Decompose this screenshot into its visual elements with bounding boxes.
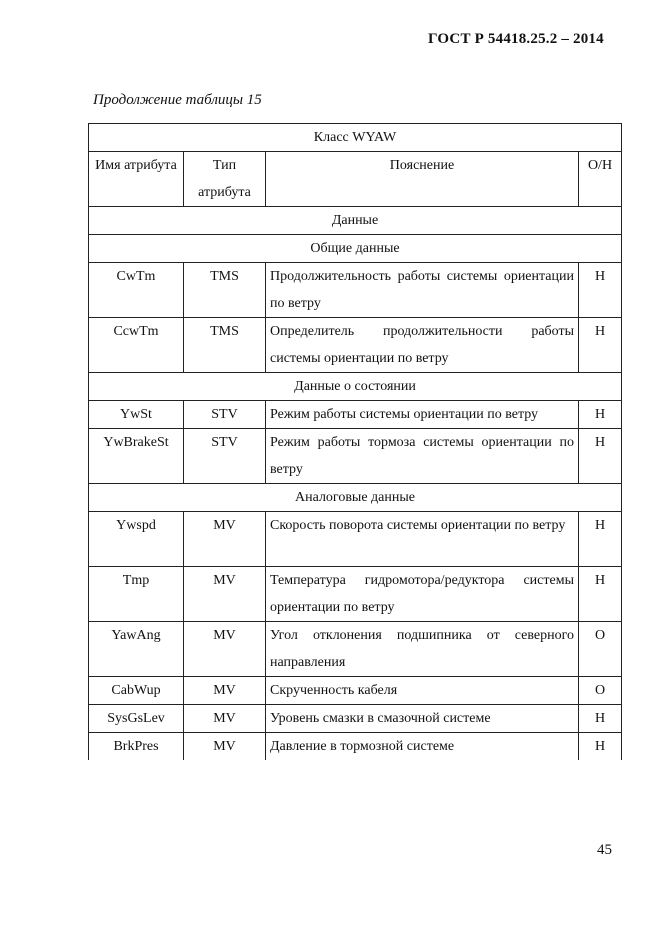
table-row — [89, 318, 622, 373]
attr-mo-cell: Н — [579, 733, 622, 761]
col-header-desc: Пояснение — [266, 152, 579, 207]
class-title: Класс WYAW — [89, 124, 622, 152]
attr-name-cell: YwBrakeSt — [89, 429, 184, 484]
attr-desc-cell: Определитель продолжительности работы системы ориентации по ветру — [266, 318, 579, 373]
attr-name-cell: CcwTm — [89, 318, 184, 373]
attr-name-cell: Ywspd — [89, 512, 184, 567]
attr-type-cell: TMS — [184, 318, 266, 373]
attr-mo-cell: Н — [579, 263, 622, 318]
table-row — [89, 429, 622, 484]
attr-name-cell: SysGsLev — [89, 705, 184, 733]
section-row — [89, 235, 622, 263]
attr-name-cell: YawAng — [89, 622, 184, 677]
page-number: 45 — [597, 842, 612, 858]
table-caption: Продолжение таблицы 15 — [93, 92, 262, 108]
section-row — [89, 484, 622, 512]
table-row — [89, 401, 622, 429]
table-row — [89, 705, 622, 733]
section-title: Данные о состоянии — [89, 373, 622, 401]
table-row — [89, 512, 622, 567]
attr-desc-cell: Угол отклонения подшипника от северного направления — [266, 622, 579, 677]
attr-type-cell: MV — [184, 622, 266, 677]
section-row — [89, 207, 622, 235]
attr-desc-cell: Уровень смазки в смазочной системе — [266, 705, 579, 733]
table-row — [89, 567, 622, 622]
attr-name-cell: CwTm — [89, 263, 184, 318]
attr-mo-cell: Н — [579, 429, 622, 484]
attribute-table — [88, 123, 622, 760]
attr-type-cell: STV — [184, 401, 266, 429]
table-row — [89, 677, 622, 705]
attr-name-cell: YwSt — [89, 401, 184, 429]
col-header-type: Тип атрибута — [184, 152, 266, 207]
attr-desc-cell: Скрученность кабеля — [266, 677, 579, 705]
section-title: Данные — [89, 207, 622, 235]
attr-mo-cell: О — [579, 677, 622, 705]
attr-mo-cell: Н — [579, 705, 622, 733]
attr-desc-cell: Температура гидромотора/редуктора системы ориентации по ветру — [266, 567, 579, 622]
table-row — [89, 733, 622, 761]
attr-name-cell: BrkPres — [89, 733, 184, 761]
attr-type-cell: STV — [184, 429, 266, 484]
attr-type-cell: MV — [184, 733, 266, 761]
attr-mo-cell: Н — [579, 512, 622, 567]
attr-type-cell: MV — [184, 705, 266, 733]
attr-desc-cell: Давление в тормозной системе — [266, 733, 579, 761]
attr-name-cell: Tmp — [89, 567, 184, 622]
attr-desc-cell: Режим работы системы ориентации по ветру — [266, 401, 579, 429]
col-header-name: Имя атрибута — [89, 152, 184, 207]
attr-name-cell: CabWup — [89, 677, 184, 705]
section-row — [89, 373, 622, 401]
attr-mo-cell: Н — [579, 318, 622, 373]
attr-mo-cell: О — [579, 622, 622, 677]
table-row — [89, 263, 622, 318]
attr-desc-cell: Скорость поворота системы ориентации по ветру — [266, 512, 579, 567]
attr-mo-cell: Н — [579, 567, 622, 622]
attr-type-cell: TMS — [184, 263, 266, 318]
attr-desc-cell: Режим работы тормоза системы ориентации по ветру — [266, 429, 579, 484]
attr-type-cell: MV — [184, 677, 266, 705]
section-title: Общие данные — [89, 235, 622, 263]
attr-mo-cell: Н — [579, 401, 622, 429]
attr-type-cell: MV — [184, 567, 266, 622]
attr-desc-cell: Продолжительность работы системы ориентации по ветру — [266, 263, 579, 318]
table-row — [89, 622, 622, 677]
document-header: ГОСТ Р 54418.25.2 – 2014 — [428, 31, 604, 47]
section-title: Аналоговые данные — [89, 484, 622, 512]
attr-type-cell: MV — [184, 512, 266, 567]
table-body — [89, 207, 622, 761]
col-header-mo: О/Н — [579, 152, 622, 207]
